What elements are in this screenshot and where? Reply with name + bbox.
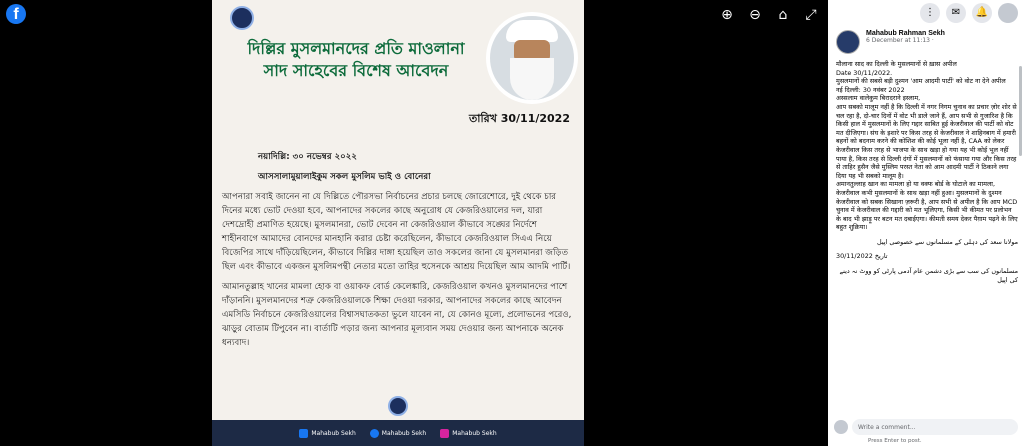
post-author [836, 30, 945, 54]
viewer-toolbar [718, 6, 820, 24]
account-avatar[interactable] [998, 3, 1018, 23]
salutation: আসসালামুয়ালাইকুম সকল মুসলিম ভাই ও বোনেরা [258, 172, 431, 182]
menu-icon[interactable]: ⋮ [920, 3, 940, 23]
messenger-icon[interactable]: ✉ [946, 3, 966, 23]
post-caption: मौलाना साद का दिल्ली के मुसलमानों से ख़ास अपील Date 30/11/2022. मुसलमानों की सबसे बड़ी दुश्मन 'आम आदमी पार्टी' को वोट ना देने अपील नई दिल्ली: 30 नवंबर 2022 अस्सलाम वालेकुम बिरादराने इस्लाम, आप सबको मालूम नहीं है कि दिल्ली में नगर निगम चुनाव का प्रचार ज़ोर शोर से चल रहा है, दो-चार दिनों में वोट भी डाले जाने हैं, आप सभी से गुजारिश है कि किसी हाल में मुसलमानों के लिए गद्दार साबित हुई केजरीवाल की पार्टी को वोट मत दीजिएगा। संघ के इशारे पर किस तरह से केजरीवाल ने शाहिनबाग में हमारी बहनों को बदनाम करने की कोशिश की कोई भूला नहीं है, CAA को लेकर केजरीवाल किस तरह से भाजपा के साथ खड़ा हो गया यह भी कोई भूल नहीं पाया है, किस तरह से दिल्ली दंगों में मुसलमानों को फंसाया गया और किस तरह से ताहिर हुसैन जैसे मुस्लिम परस्त नेता को आम आदमी पार्टी ने ठिकाने लगा दिया यह भी सबको मालूम है। अमानतुल्लाह खान का मामला हो या वक्फ बोर्ड के घोटाले का मामला, केजरीवाल कभी मुसलमानों के साथ खड़ा नहीं हुआ। मुसलमानों के दुश्मन केजरीवाल को सबक सिखाना ज़रूरी है, आप सभी से अपील है कि आप MCD चुनाव में केजरीवाल की गद्दारी को मत भूलिएगा, किसी भी कीमत पर प्रलोभन के बाद भी झाड़ू पर बटन मत दबाईएगा। कीमती समय देकर पैग़ाम पढ़ने के लिए बहुत शुक्रिया। مولانا سعد کی دہلی کے مسلمانوں سے خصوصی اپیل تاریخ 30/11/2022 مسلمانوں کی سب سے بڑی دشمن عام آدمی پارٹی کو ووٹ نہ دینے کی اپیل [836, 60, 1018, 284]
image-footer [212, 420, 584, 446]
tag-icon[interactable]: ⌂ [778, 7, 788, 23]
post-time[interactable]: 6 December at 11:13 · [866, 37, 934, 44]
place-date: নয়াদিল্লি: ৩০ নভেম্বর ২০২২ [258, 152, 357, 162]
footer-facebook: Mahabub Sekh [299, 429, 355, 438]
image-headline: দিল্লির মুসলমানদের প্রতি মাওলানা সাদ সাহেবের বিশেষ আবেদন [247, 39, 465, 80]
post-image [212, 0, 584, 446]
image-body-text [222, 150, 574, 356]
footer-facebook-2: Mahabub Sekh [370, 429, 426, 438]
footer-emblem-icon [388, 396, 408, 416]
comment-input[interactable]: Write a comment... [852, 419, 1018, 435]
scrollbar[interactable] [1019, 66, 1022, 156]
emblem-icon [230, 6, 254, 30]
footer-instagram: Mahabub Sekh [440, 429, 496, 438]
fullscreen-icon[interactable]: ⤢ [805, 7, 817, 23]
paragraph-2: আমানতুল্লাহ খানের মামলা হোক বা ওয়াকফ বোর্ড কেলেঙ্কারি, কেজরিওয়াল কখনও মুসলমানদের পাশে দাঁড়াননি। মুসলমানদের শত্রু কেজরিওয়ালকে শিক্ষা দেওয়া দরকার, আপনাদের সকলের কাছে আবেদন এমসিডি নির্বাচনে কেজরিওয়ালের বিশ্বাসঘাতকতা ভুলে যাবেন না, যে কোনও মূল্যে, প্রলোভনের পরেও, ঝাড়ুর বোতাম টিপুবেন না। বার্তাটি পড়ার জন্য আপনার মূল্যবান সময় দেওয়ার জন্য আপনাকে অনেক ধন্যবাদ। [222, 282, 572, 348]
notifications-icon[interactable]: 🔔 [972, 3, 992, 23]
portrait-image [486, 12, 578, 104]
facebook-logo-icon[interactable]: f [6, 4, 26, 24]
comment-row [834, 416, 1018, 438]
paragraph-1: আপনারা সবাই জানেন না যে দিল্লিতে পৌরসভা নির্বাচনের প্রচার চলছে জোরেশোরে, দুই থেকে চার দিনের মধ্যে ভোট দেওয়া হবে, আপনাদের সকলের কাছে অনুরোধ যে কেজরিওয়ালের দল, যারা দেশদ্রোহী প্রমাণিত হয়েছে। মুসলমানরা, ভোট দেবেন না কেজরিওয়াল কীভাবে সঙ্ঘের নির্দেশে শাহীনবাগে আমাদের বোনদের মানহানি করার চেষ্টা করেছিলেন, কীভাবে কেজরিওয়াল সিএএ নিয়ে বিজেপির সাথে দাঁড়িয়েছিলেন, কীভাবে দিল্লির দাঙ্গা হয়েছিল তাও সকলের জানা যে মুসলমানরা জড়িত ছিল এবং কীভাবে একজন মুসলিমপন্থী নেতার মতো তাহির হুসেনকে আশ্রয় দিয়েছিল আম আদমি পার্টি। [222, 192, 571, 272]
zoom-out-icon[interactable]: ⊖ [749, 7, 761, 23]
press-enter-hint: Press Enter to post. [868, 438, 922, 444]
image-date: তারিখ 30/11/2022 [469, 112, 570, 125]
author-name[interactable]: Mahabub Rahman Sekh [866, 30, 945, 37]
post-side-panel [828, 26, 1024, 446]
author-avatar[interactable] [836, 30, 860, 54]
user-avatar [834, 420, 848, 434]
top-nav-right [828, 0, 1024, 26]
zoom-in-icon[interactable]: ⊕ [721, 7, 733, 23]
